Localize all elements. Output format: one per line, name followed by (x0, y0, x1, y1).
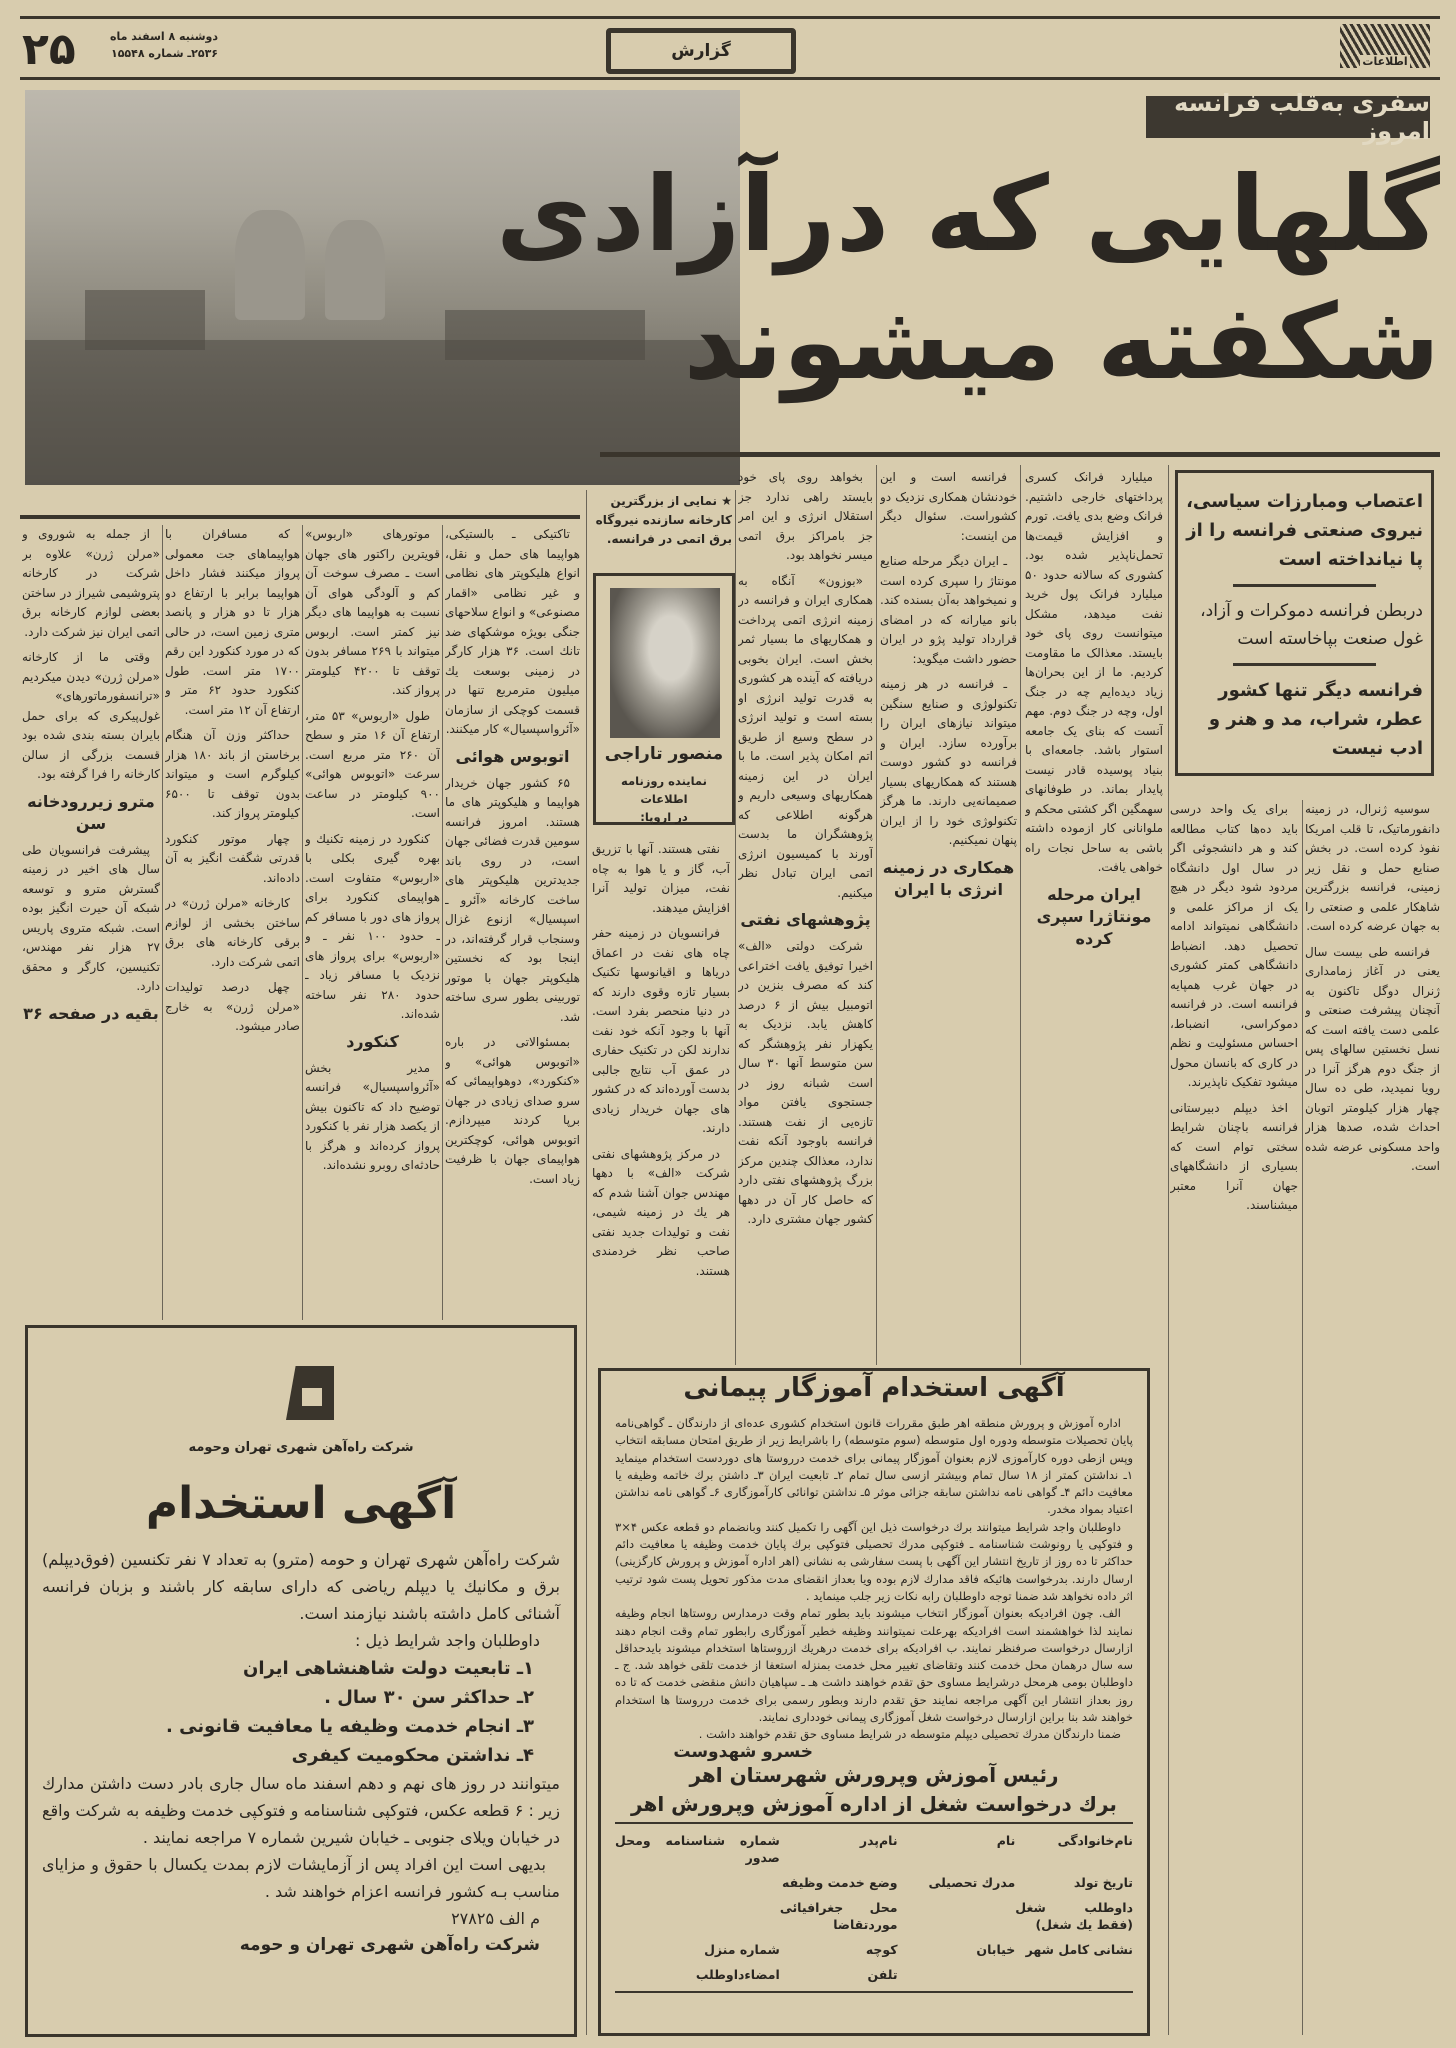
metro-logo-icon (286, 1366, 334, 1420)
headline-line-2: شکفته میشوند (683, 281, 1440, 403)
column-paragraph: برای یک واحد درسی باید ده‌ها کتاب مطالعه کند و هر دانشجوئی اگر در سال اول دانشگاه مردود شود دیگر در هیچ یک از مراکز علمی و دانشگاهی نمیتواند ادامه تحصیل دهد. انضباط دانشگاهی کمتر کشوری در جهان غرب همپایه فرانسه است. در فرانسه دموکراسی، انضباط، احساس مسئولیت و نظم در کاری که بانسان محول میشود تفکیک ناپذیرند. (1170, 802, 1298, 1089)
deck-box (1175, 470, 1434, 776)
column-paragraph: فرانسویان در زمینه حفر چاه های نفت در اعماق دریاها و اقیانوسها تکنیک بسیار تازه وقوی دارند که در دنیا منحصر بفرد است. آنها با وجود آنکه خود نفت ندارند لکن در تکنیک حفاری در عمق آب نتایج جالبی بدست آورده‌اند که در کشور های جهان خریدار زیادی دارند. (592, 926, 730, 1135)
form-field-label: امضاءداوطلب (695, 1966, 780, 1982)
column-paragraph: موتورهای «اربوس» قویترین راکتور های جهان است ـ مصرف سوخت آن کم و آلودگی هوای آن نسبت به هواپیما های دیگر نیز کمتر است. اربوس میتواند با ۲۶۹ مسافر بدون توقف تا ۴۲۰۰ کیلومتر پرواز کند. (305, 527, 440, 697)
author-title-1: نماینده روزنامه اطلاعات (621, 774, 707, 806)
divider (1233, 663, 1375, 666)
column-paragraph: بخواهد روی پای خود بایستد راهی ندارد جز استقلال انرژی و این امر جز بامراکز برق اتمی میسر نخواهد بود. (738, 470, 873, 562)
cooling-tower (325, 220, 385, 320)
column-paragraph: طول «اربوس» ۵۳ متر، ارتفاع آن ۱۶ متر و سطح آن ۲۶۰ متر مربع است. سرعت «اتوبوس هوائی» ۹۰۰ کیلومتر در ساعت است. (305, 708, 440, 820)
column-paragraph: ـ ایران دیگر مرحله صنایع مونتاژ را سپری کرده است و نمیخواهد به‌آن بسنده کند. بانو میارانه که در امضای قرارداد تولید پژو در ایران حضور داشت میگوید: (880, 554, 1017, 666)
ad-signature: شرکت راه‌آهن شهری تهران و حومه (239, 1935, 540, 1955)
column-paragraph: بمسئوالاتی در باره «اتوبوس هوائی» و «کنکورد»، دوهواپیمائی که سرو صدای زیادی در جهان برپا کردند میپردازم. اتوبوس هوائی، کوچکترین هواپیمای جهان با ظرفیت زیاد است. (445, 1035, 580, 1186)
column-paragraph: کنکورد در زمینه تکنیك و بهره گیری بکلی با «اربوس» متفاوت است. هواپیمای کنکورد برای پرواز های دور با مسافر کم ـ حدود ۱۰۰ نفر ـ و «اربوس» برای پرواز های نزدیک با مسافر زیاد ـ حدود ۲۸۰ نفر ساخته شده‌اند. (305, 831, 440, 1021)
section-label: گزارش (606, 28, 796, 74)
ad-condition: ۳ـ انجام خدمت وظیفه یا معافیت قانونی . (166, 1716, 534, 1737)
column-paragraph: سوسیه ژنرال، در زمینه دانفورماتیک، تا قلب امریکا نفوذ کرده است. در بخش صنایع حمل و نقل زیر زمینی، فرانسه بزرگترین شاهکار علمی و صنعتی را به جهان عرضه کرده است. (1305, 802, 1440, 933)
column-paragraph: نفتی هستند. آنها با تزریق آب، گاز و یا هوا به چاه نفت، میزان تولید آنرا افزایش میدهند. (592, 842, 730, 915)
logo-text: اطلاعات (1362, 55, 1408, 68)
form-field-label: نام‌خانوادگی (1057, 1832, 1133, 1848)
town-buildings (85, 290, 205, 350)
ad-reference: م الف ۲۷۸۲۵ (451, 1909, 540, 1928)
ad-paragraph: اداره آموزش و پرورش منطقه اهر طبق مقررات قانون استخدام کشوری عده‌ای از دارندگان ـ گواهی‌نامه پایان تحصیلات متوسطه ودوره اول متوسطه (سوم متوسطه) را باشرایط زیر از طریق امتحان مسابقه انتخاب وپس ازطی دوره کارآموزی لازم بعنوان آموزگار پیمانی برای خدمت درروستا های دوردست استخدام مینماید ۱ـ نداشتن کمتر از ۱۸ سال تمام وبیشتر ازسی سال تمام ۲ـ تابعیت ایران ۳ـ داشتن برك خاتمه وظیفه یا معافیت دائم ۴ـ گواهی نامه نداشتن سابقه جزائی موثر ۵ـ نداشتن توانائی کارآموزگاری ۶ـ گواهی نامه نداشتن اعتیاد بمواد مخدر. (615, 1416, 1134, 1517)
column-paragraph: پیشرفت فرانسویان طی سال های اخیر در زمینه گسترش مترو و توسعه شبکه آن حیرت انگیز بوده است. شبکه متروی پاریس ۲۷ هزار نفر مهندس، تکنیسین، کارگر و محقق دارد. (22, 842, 160, 993)
ad-condition: ۴ـ نداشتن محکومیت کیفری (291, 1745, 534, 1766)
ad-condition: ۱ـ تابعیت دولت شاهنشاهی ایران (242, 1658, 534, 1679)
teacher-job-ad (598, 1368, 1150, 2036)
article-column (305, 525, 440, 1320)
column-paragraph: حداکثر وزن آن هنگام برخاستن از باند ۱۸۰ هزار کیلوگرم است و میتواند بدون توقف تا ۶۵۰۰ کیلومتر پرواز کند. (165, 728, 300, 820)
form-field-label (615, 1874, 780, 1891)
column-subheading: بقیه در صفحه ۳۶ (23, 1003, 159, 1023)
headline-rule (600, 452, 1440, 457)
cooling-tower (235, 210, 305, 320)
column-paragraph: کارخانه «مرلن ژرن» در ساختن بخشی از لوازم برقی کارخانه های برق اتمی شرکت دارد. (165, 896, 300, 969)
form-field-label: شماره شناسنامه ومحل صدور (615, 1832, 780, 1865)
deck-2: دربطن فرانسه دموکرات و آزاد، غول صنعت بپاخاسته است (1200, 601, 1423, 649)
column-rule (1020, 465, 1021, 1365)
column-paragraph: فرانسه طی بیست سال یعنی در آغاز زمامداری ژنرال دوگل تاکنون به آنچنان پیشرفت صنعتی و علمی دست یافته است که نسل نخستین سالهای پس از جنگ دوم هرگز آنرا در رویا نمیدید، طی ده سال چهار هزار کیلومتر اتوبان احداث شده، صدها هزار واحد مسکونی عرضه شده است. (1305, 944, 1440, 1173)
article-column (592, 840, 730, 1360)
column-subheading: پژوهشهای نفتی (740, 910, 871, 929)
article-column (165, 525, 300, 1320)
form-field-label: تلفن (867, 1966, 898, 1982)
author-title (596, 772, 732, 826)
application-form (615, 1822, 1133, 1993)
column-paragraph: اخذ دیپلم دبیرستانی فرانسه باچنان شرایط سختی توام است که بسیاری از دانشگاههای جهان آنرا معتبر میشناسند. (1170, 1100, 1298, 1212)
form-field-label: داوطلب شغل (فقط یك شغل) (1015, 1899, 1133, 1932)
ad-paragraph: ضمنا دارندگان مدرك تحصیلی دیپلم متوسطه در شرایط مساوی حق تقدم خواهند داشت . (698, 1727, 1121, 1742)
column-paragraph: «بوزون» آنگاه به همکاری ایران و فرانسه در زمینه انرژی اتمی پرداخت و همکاریهای ما بسیار ثمر بخش است. ایران بخوبی دریافته که آینده هر کشوری به قدرت تولید انرژی او بسته است و تولید انرژی در سطح وسیع از طریق اتم امکان پذیر است. ما با ایران در این زمینه همکاریهای وسیعی داریم و هرگونه اطلاعی که پژوهشگران ما بدست آورند با کمیسیون انرژی اتمی ایران تبادل نظر میکنیم. (738, 573, 873, 900)
page-number: ۲۵ (22, 24, 76, 75)
form-field-label: شماره منزل (704, 1941, 780, 1957)
article-column (1170, 800, 1298, 2035)
column-subheading: ایران مرحله مونتاژرا سپری کرده (1036, 884, 1152, 948)
column-rule (302, 525, 303, 1320)
article-headline (496, 150, 1440, 406)
article-column (1025, 468, 1163, 1363)
column-rule (162, 525, 163, 1320)
form-field-label: وضع خدمت وظیفه (782, 1874, 898, 1890)
column-paragraph: تاکتیکی ـ بالستیکی، هواپیما های حمل و نقل، انواع هلیکوپتر های نظامی و غیر نظامی «اقمار مصنوعی» و انواع سلاحهای جنگی بویژه موشکهای ضد تانك است. ۳۶ هزار کارگر در زمینی بوسعت یك میلیون مترمربع تنها در قسمت کوچکی از سازمان «آئرواسپسیال» کار میکنند. (445, 527, 580, 736)
photo-rule (20, 515, 580, 519)
column-paragraph: میلیارد فرانک کسری پرداختهای خارجی داشتیم. فرانک وضع بدی یافت. تورم و افزایش قیمت‌ها تحمل‌ناپذیر شده بود. کشوری که سالانه حدود ۵۰ میلیارد فرانک پول خرید نفت میدهد، مشکل میتوانست روی پای خود بایستد. معذالک ما مقاومت کردیم. ما از این بحران‌ها زیاد دیده‌ایم چه در جنگ اول، وچه در جنگ دوم. مهم آنست که بنای یک جامعه استوار باشد. جامعه‌ای با بنیاد پوسیده قادر نیست پایدار بماند. در طوفانهای سهمگین اگر کشتی محکم و ملوانانی کار ازموده داشته باشی به ساحل نجات راه خواهی یافت. (1025, 470, 1163, 874)
column-paragraph: از جمله به شوروی و «مرلن ژرن» علاوه بر شرکت در کارخانه پتروشیمی شیراز در ساختن بعضی لوازم کارخانه برق اتمی ایران نیز شرکت دارد. (22, 527, 160, 639)
form-field-label: تاریخ تولد (1073, 1874, 1133, 1890)
form-field-label: خیابان (976, 1941, 1016, 1957)
deck-1: اعتصاب ومبارزات سیاسی، نیروی صنعتی فرانسه را از پا نیانداخته است (1186, 491, 1423, 570)
ad-body (615, 1415, 1133, 1993)
town-buildings (445, 310, 645, 360)
author-portrait (610, 588, 720, 738)
column-paragraph: مدیر بخش «آئرواسپسیال» فرانسه توضیح داد که تاکنون بیش از یکصد هزار نفر با کنکورد پرواز کرده‌اند و هرگز با حادثه‌ای روبرو نشده‌اند. (305, 1060, 440, 1172)
article-kicker: سفری به‌قلب فرانسه امروز (1146, 96, 1430, 138)
issue-date (78, 28, 218, 62)
photo-caption: ★ نمایی از بزرگترین کارخانه سازنده نیروگاه برق اتمی در فرانسه. (595, 494, 732, 546)
metro-job-ad (25, 1325, 577, 2037)
deck-3: فرانسه دیگر تنها کشور عطر، شراب، مد و هنر و ادب نیست (1208, 680, 1423, 759)
form-field-label: محل جغرافیائی موردتقاضا (779, 1899, 898, 1932)
column-subheading: کنکورد (346, 1031, 399, 1051)
ad-title: آگهی استخدام (145, 1478, 457, 1529)
column-paragraph: ۶۵ کشور جهان خریدار هواپیما و هلیکوپتر های ما هستند. امروز فرانسه سومین قدرت فضائی جهان است، در روی باند جدیدترین هلیکوپتر های ساخت کارخانه «آئرو ـ اسپسیال» ازنوع غزال وسنجاب قرار گرفته‌اند، در اینجا بود که نخستین هلیکوپتر جهان با موتور توربینی بطور سری ساخته شد. (445, 775, 580, 1024)
byline-box (593, 573, 735, 825)
ad-company-name: شرکت راه‌آهن شهری تهران وحومه (188, 1440, 414, 1455)
column-rule (876, 465, 877, 1365)
article-column (1305, 800, 1440, 2035)
newspaper-logo (1340, 24, 1430, 68)
form-field-label: مدرك تحصیلی (928, 1874, 1016, 1890)
ad-paragraph: داوطلبان واجد شرایط میتوانند برك درخواست ذیل این آگهی را تکمیل کنند وبانضمام دو قطعه عکس ۴×۳ و فتوکپی یا رونوشت شناسنامه ـ فتوکپی مدرك تحصیلی فتوکپی برك پایان خدمت وظیفه یا معافیت دائم حداکثر تا ده روز از تاریخ انتشار این آگهی با پست سفارشی به نشانی (اهر اداره آموزش و پرورش کارگزینی) ارسال دارند. بدرخواست هائیکه فاقد مدارك لازم بوده ویا بعداز انقضای مدت مذکور تحویل پست شود ترتیب اثر داده نخواهد شد ضمنا توجه داوطلبان رابه نکات زیر جلب مینماید . (615, 1519, 1133, 1603)
ad-title: آگهی استخدام آموزگار پیمانی (683, 1373, 1065, 1403)
form-field-label: نشانی کامل شهر (1025, 1941, 1133, 1957)
ad-signer-title: رئیس آموزش وپرورش شهرستان اهر (689, 1762, 1059, 1787)
column-rule (735, 490, 736, 1365)
form-field-label (1015, 1966, 1133, 1983)
form-field-label (898, 1899, 1016, 1933)
form-field-label: کوچه (865, 1941, 898, 1957)
ad-body (42, 1546, 560, 1959)
article-column (738, 468, 873, 1363)
ad-instructions: میتوانند در روز های نهم و دهم اسفند ماه سال جاری بادر دست داشتن مدارك زیر : ۶ قطعه عکس، فتوکپی شناسنامه و فتوکپی خدمت وظیفه به شرکت واقع در خیابان ویلای جنوبی ـ خیابان شیرین شماره ۷ مراجعه نمایند . (42, 1774, 561, 1847)
form-field-label: نام (996, 1832, 1016, 1848)
ad-signer: خسرو شهدوست (673, 1741, 813, 1762)
author-title-2: در اروپا: (640, 810, 688, 824)
ad-note: بدیهی است این افراد پس از آزمایشات لازم بمدت یکسال با حقوق و مزایای مناسب بـه کشور فرانسه اعزام خواهند شد . (42, 1855, 560, 1901)
town-buildings (25, 340, 740, 485)
ad-intro: شرکت راه‌آهن شهری تهران و حومه (مترو) به تعداد ۷ نفر تکنسین (فوق‌دیپلم) برق و مکانیك یا دیپلم ریاضی که دارای سابقه کار باشند و بزبان فرانسه آشنائی کامل داشته باشند نیازمند است. (42, 1550, 560, 1623)
ad-condition: ۲ـ حداکثر سن ۳۰ سال . (324, 1687, 534, 1708)
column-rule (442, 525, 443, 1320)
form-title: برك درخواست شغل از اداره آموزش وپرورش اهر (631, 1792, 1117, 1817)
column-rule (586, 490, 587, 2035)
author-name: منصور تاراجی (604, 744, 724, 764)
column-paragraph: ـ فرانسه در هر زمینه تکنولوژی و صنایع سنگین میتواند نیازهای ایران را برآورده سازد. ایران و فرانسه دو کشور دوست هستند که همکاریهای بسیار صمیمانه‌یی دارند. ما هرگز تکنولوژی خود را از ایران پنهان نمیکنیم. (880, 677, 1017, 847)
article-column (445, 525, 580, 1320)
ad-paragraph: الف. چون افرادیکه بعنوان آموزگار انتخاب میشوند باید بطور تمام وقت درمدارس روستاها انجام وظیفه نمایند لذا خواهشمند است افرادیکه بهرعلت نمیتوانند وظیفه خطیر آموزگاری رابطور تمام وقت انجام دهند ازارسال درخواست صرفنظر نمایند. ب افرادیکه برای خدمت درهریك ازروستاها استخدام میشوند بایدحداقل سه سال درهمان محل خدمت کنند وتقاضای تغییر محل خدمت بمنزله استعفا از خدمت تلقی خواهد شد. ج ـ داوطلبان بومی هرمحل درشرایط مساوی حق تقدم خواهند داشت هـ ـ سپاهیان دانش منقضی خدمت که تا ده روز بعداز انتشار این آگهی مراجعه نمایند حق تقدم دارند وبطور رسمی برای خدمت درروستا ها استخدام خواهند شد بنا براین ازارسال درخواست شغل آموزگاری پیمانی خودداری نمایند. (615, 1606, 1133, 1725)
form-field-label: نام‌پدر (859, 1832, 898, 1848)
form-field-label (898, 1966, 1016, 1983)
column-paragraph: چهار موتور کنکورد قدرتی شگفت انگیز به آن داده‌اند. (165, 831, 300, 885)
headline-line-1: گلهایی که درآزادی (496, 153, 1440, 275)
column-rule (1302, 800, 1303, 2035)
column-paragraph: فرانسه است و این خودنشان همکاری نزدیک دو کشوراست. سئوال دیگر من اینست: (880, 470, 1017, 543)
ad-conditions-intro: داوطلبان واجد شرایط ذیل : (355, 1631, 540, 1650)
column-subheading: همکاری در زمینه انرژی با ایران (882, 857, 1015, 899)
column-paragraph: شرکت دولتی «الف» اخیرا توفیق یافت اختراعی کند که مصرف بنزین در اتومبیل بیش از ۶ درصد کاهش یابد. نزدیک به یکهزار نفر پژوهشگر که سن متوسط آنها ۳۰ سال است شبانه روز در جستجوی یافتن مواد تازه‌یی از نفت هستند. فرانسه باوجود آنکه نفت ندارد، معذالک چندین مرکز بزرگ پژوهشهای نفتی دارد که حاصل کار آن در دهها کشور جهان مشتری دارد. (738, 939, 873, 1226)
column-paragraph: در مرکز پژوهشهای نفتی شرکت «الف» با دهها مهندس جوان آشنا شدم که هر یك در زمینه شیمی، نفت و تولیدات جدید نفتی صاحب نظر خردمندی هستند. (592, 1146, 730, 1278)
column-rule (1168, 465, 1169, 2035)
divider (1233, 584, 1375, 587)
form-field-label (615, 1899, 780, 1933)
column-subheading: مترو زیررودخانه سن (27, 791, 155, 833)
column-subheading: اتوبوس هوائی (455, 746, 570, 766)
column-paragraph: چهل درصد تولیدات «مرلن ژرن» به خارج صادر میشود. (165, 980, 300, 1033)
column-paragraph: وقتی ما از کارخانه «مرلن ژرن» دیدن میکردیم «ترانسفورماتورهای» غول‌پیکری که برای حمل بایران بسته بندی شده بود قسمت بزرگی از سالن کارخانه را فرا گرفته بود. (22, 650, 160, 781)
article-column (22, 525, 160, 1320)
issue-line: ۲۵۳۶ـ شماره ۱۵۵۴۸ (110, 47, 218, 60)
column-paragraph: که مسافران با هواپیماهای جت معمولی پرواز میکنند فشار داخل هواپیما برابر با ارتفاع دو هزار تا دو هزار و پانصد متری زمین است، در حالی که در مورد کنکورد این رقم ۱۷۰۰ متر است. طول کنکورد حدود ۶۲ متر و ارتفاع آن ۱۲ متر است. (165, 527, 300, 717)
date-line: دوشنبه ۸ اسفند ماه (110, 30, 218, 43)
article-column (880, 468, 1017, 1363)
